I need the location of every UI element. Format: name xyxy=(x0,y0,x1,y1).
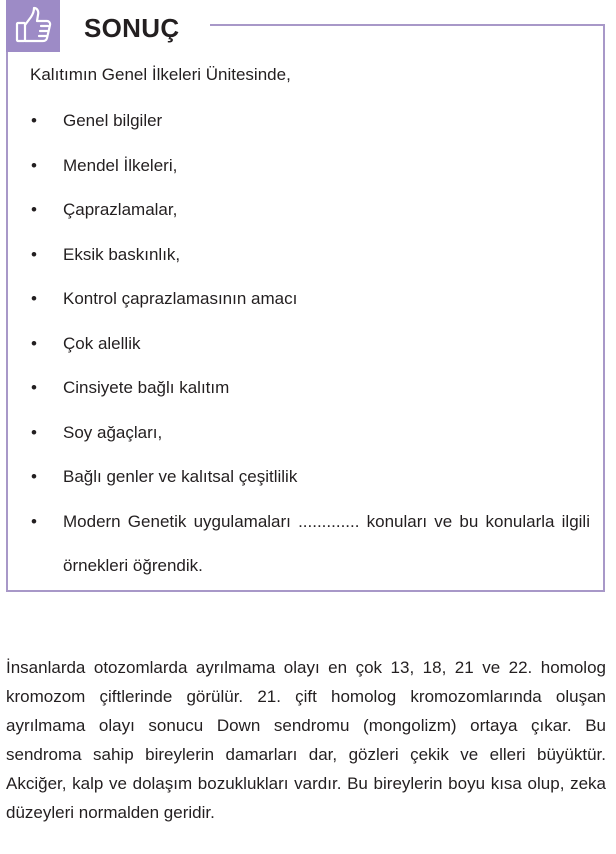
thumbs-up-icon xyxy=(13,6,53,46)
list-item-text: Eksik baskınlık, xyxy=(63,244,181,264)
box-intro: Kalıtımın Genel İlkeleri Ünitesinde, xyxy=(30,65,291,84)
list-item-text: Genel bilgiler xyxy=(63,111,163,130)
list-item xyxy=(30,244,590,289)
list-item xyxy=(30,199,590,244)
list-item-text: Modern Genetik uygulamaları ............. konuları ve bu konularla ilgili örnekleri öğrendik. xyxy=(63,511,590,575)
header-icon-box xyxy=(6,0,60,52)
list-item xyxy=(30,422,590,467)
list-item-text: Bağlı genler ve kalıtsal çeşitlilik xyxy=(63,467,298,486)
list-item xyxy=(30,377,590,422)
list-item xyxy=(30,333,590,378)
list-item-text: Mendel İlkeleri, xyxy=(63,155,178,175)
list-item xyxy=(30,110,590,155)
list-item-text: Cinsiyete bağlı kalıtım xyxy=(63,378,230,397)
bullet-icon: • xyxy=(31,333,37,353)
list-item xyxy=(30,155,590,200)
bullet-icon: • xyxy=(31,467,37,486)
list-item xyxy=(30,500,590,589)
bullet-icon: • xyxy=(31,378,37,397)
body-paragraph: İnsanlarda otozomlarda ayrılmama olayı en çok 13, 18, 21 ve 22. homolog kromozom çiftlerinde görülür. 21. çift homolog kromozomlarında oluşan ayrılmama olayı sonucu Down sendromu (mongolizm) ortaya çıkar. Bu sendroma sahip bireylerin damarları dar, gözleri çekik ve elleri büyüktür. Akciğer, kalp ve dolaşım bozuklukları vardır. Bu bireylerin boyu kısa olup, zeka düzeyleri normalden geridir. xyxy=(6,658,606,822)
list-item xyxy=(30,288,590,333)
bullet-icon: • xyxy=(31,422,37,442)
bullet-icon: • xyxy=(31,511,37,531)
list-item-text: Çaprazlamalar, xyxy=(63,200,178,219)
topic-list xyxy=(30,110,590,589)
list-item-text: Soy ağaçları, xyxy=(63,422,163,442)
list-item-text: Kontrol çaprazlamasının amacı xyxy=(63,289,298,308)
bullet-icon: • xyxy=(31,244,37,264)
list-item-text: Çok alellik xyxy=(63,333,141,353)
section-title: SONUÇ xyxy=(84,13,180,43)
bullet-icon: • xyxy=(31,111,37,130)
bullet-icon: • xyxy=(31,289,37,308)
bullet-icon: • xyxy=(31,155,37,175)
bullet-icon: • xyxy=(31,200,37,219)
